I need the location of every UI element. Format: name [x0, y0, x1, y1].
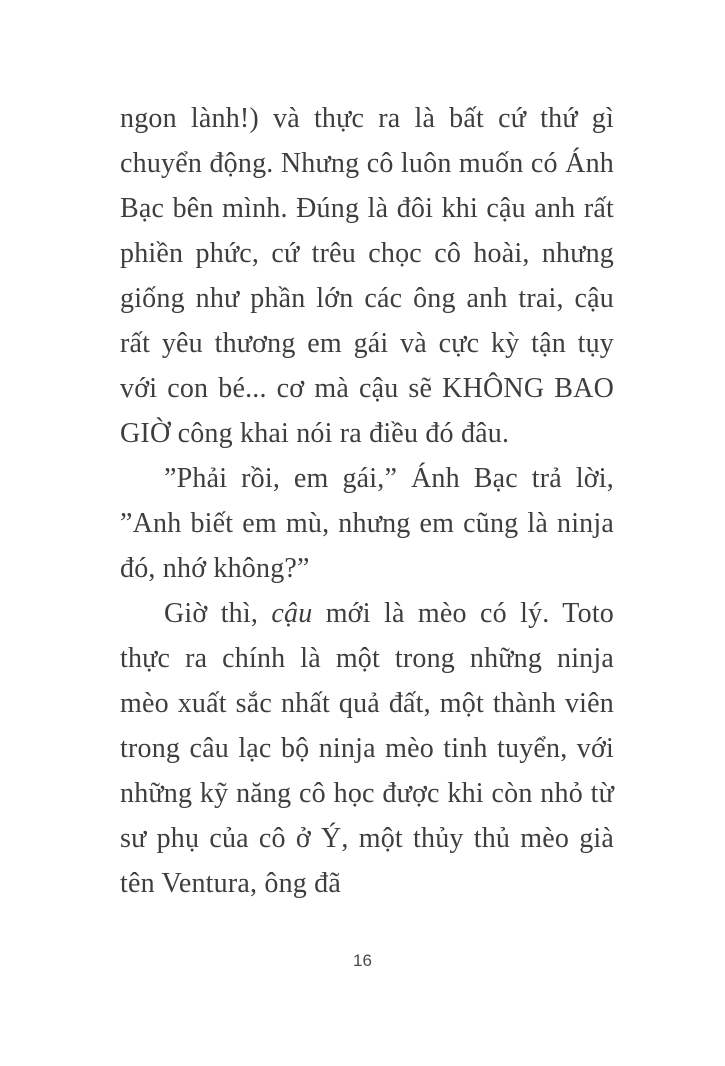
paragraph-dialogue-text: ”Phải rồi, em gái,” Ánh Bạc trả lời, ”Anh biết em mù, nhưng em cũng là ninja đó, nhớ không?” — [120, 463, 614, 584]
paragraph-continuation — [120, 96, 614, 456]
paragraph-narration-text-lead: Giờ thì, — [164, 598, 272, 629]
paragraph-narration-text-rest: mới là mèo có lý. Toto thực ra chính là một trong những ninja mèo xuất sắc nhất quả đất, một thành viên trong câu lạc bộ ninja mèo tinh tuyển, với những kỹ năng cô học được khi còn nhỏ từ sư phụ của cô ở Ý, một thủy thủ mèo già tên Ventura, ông đã — [120, 598, 615, 899]
page-text-block — [120, 96, 614, 906]
paragraph-narration — [120, 591, 614, 906]
page-number: 16 — [353, 951, 372, 970]
paragraph-continuation-text: ngon lành!) và thực ra là bất cứ thứ gì chuyển động. Nhưng cô luôn muốn có Ánh Bạc bên mình. Đúng là đôi khi cậu anh rất phiền phức, cứ trêu chọc cô hoài, nhưng giống như phần lớn các ông anh trai, cậu rất yêu thương em gái và cực kỳ tận tụy với con bé... cơ mà cậu sẽ KHÔNG BAO GIỜ công khai nói ra điều đó đâu. — [120, 103, 614, 449]
paragraph-narration-text-emphasis: cậu — [271, 598, 313, 629]
paragraph-dialogue — [120, 456, 614, 591]
